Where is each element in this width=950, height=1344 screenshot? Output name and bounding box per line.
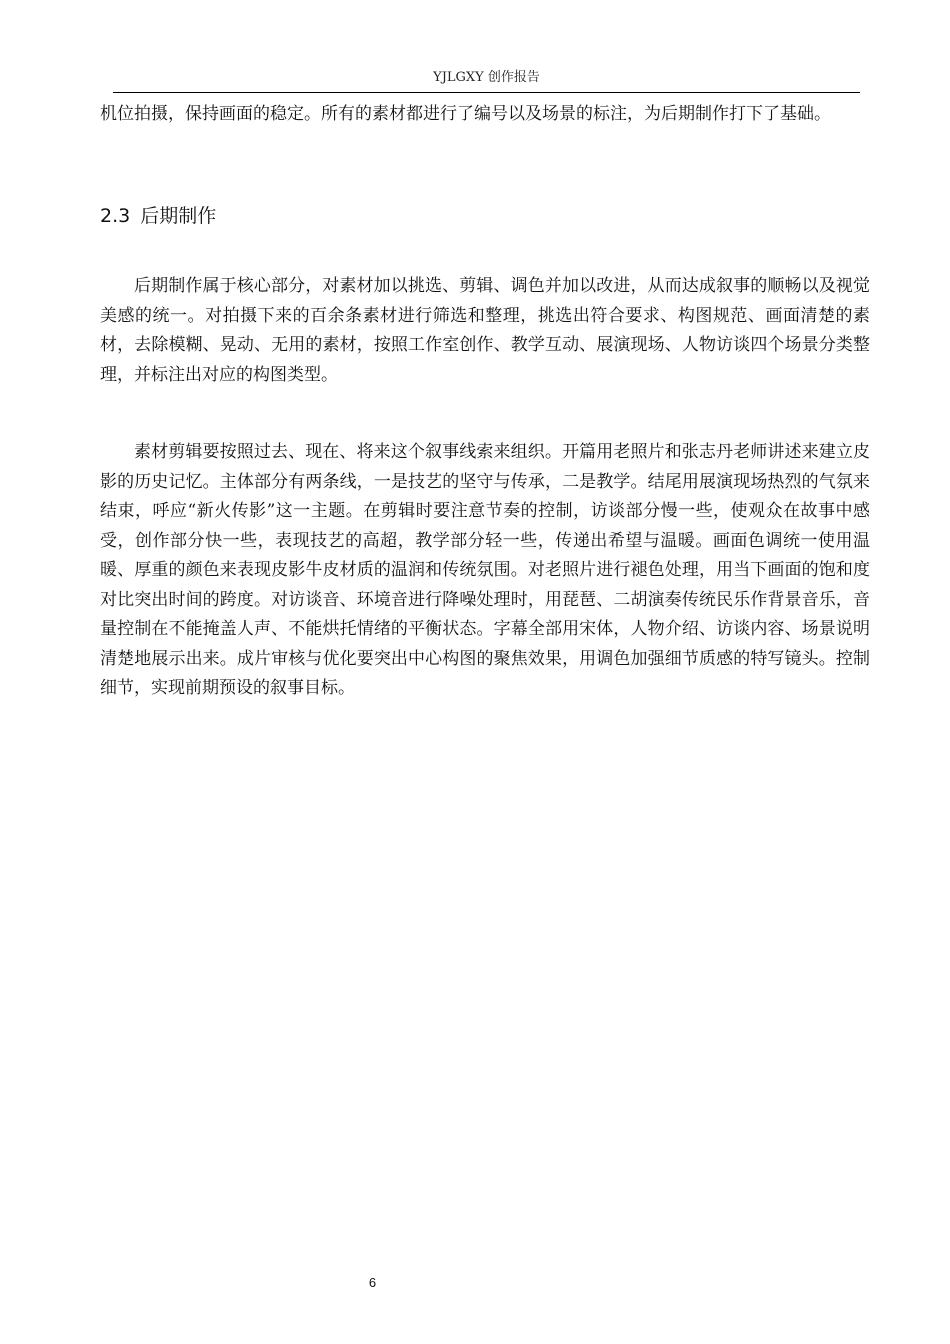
paragraph-continued: 机位拍摄，保持画面的稳定。所有的素材都进行了编号以及场景的标注，为后期制作打下了基础。 — [100, 104, 831, 124]
section-title: 后期制作 — [140, 205, 217, 227]
header-title: YJLGXY 创作报告 — [433, 70, 540, 85]
section-number: 2.3 — [100, 205, 131, 227]
page-header — [113, 68, 860, 93]
paragraph-post-production-1: 后期制作属于核心部分，对素材加以挑选、剪辑、调色并加以改进，从而达成叙事的顺畅以及视觉美感的统一。对拍摄下来的百余条素材进行筛选和整理，挑选出符合要求、构图规范、画面清楚的素材，去除模糊、晃动、无用的素材，按照工作室创作、教学互动、展演现场、人物访谈四个场景分类整理，并标注出对应的构图类型。 — [100, 276, 870, 385]
page-number: 6 — [368, 1275, 377, 1290]
paragraph-post-production-2: 素材剪辑要按照过去、现在、将来这个叙事线索来组织。开篇用老照片和张志丹老师讲述来建立皮影的历史记忆。主体部分有两条线，一是技艺的坚守与传承，二是教学。结尾用展演现场热烈的气氛来结束，呼应“新火传影”这一主题。在剪辑时要注意节奏的控制，访谈部分慢一些，使观众在故事中感受，创作部分快一些，表现技艺的高超，教学部分轻一些，传递出希望与温暖。画面色调统一使用温暖、厚重的颜色来表现皮影牛皮材质的温润和传统氛围。对老照片进行褪色处理，用当下画面的饱和度对比突出时间的跨度。对访谈音、环境音进行降噪处理时，用琵琶、二胡演奏传统民乐作背景音乐，音量控制在不能掩盖人声、不能烘托情绪的平衡状态。字幕全部用宋体，人物介绍、访谈内容、场景说明清楚地展示出来。成片审核与优化要突出中心构图的聚焦效果，用调色加强细节质感的特写镜头。控制细节，实现前期预设的叙事目标。 — [100, 442, 870, 698]
section-heading — [100, 202, 216, 230]
